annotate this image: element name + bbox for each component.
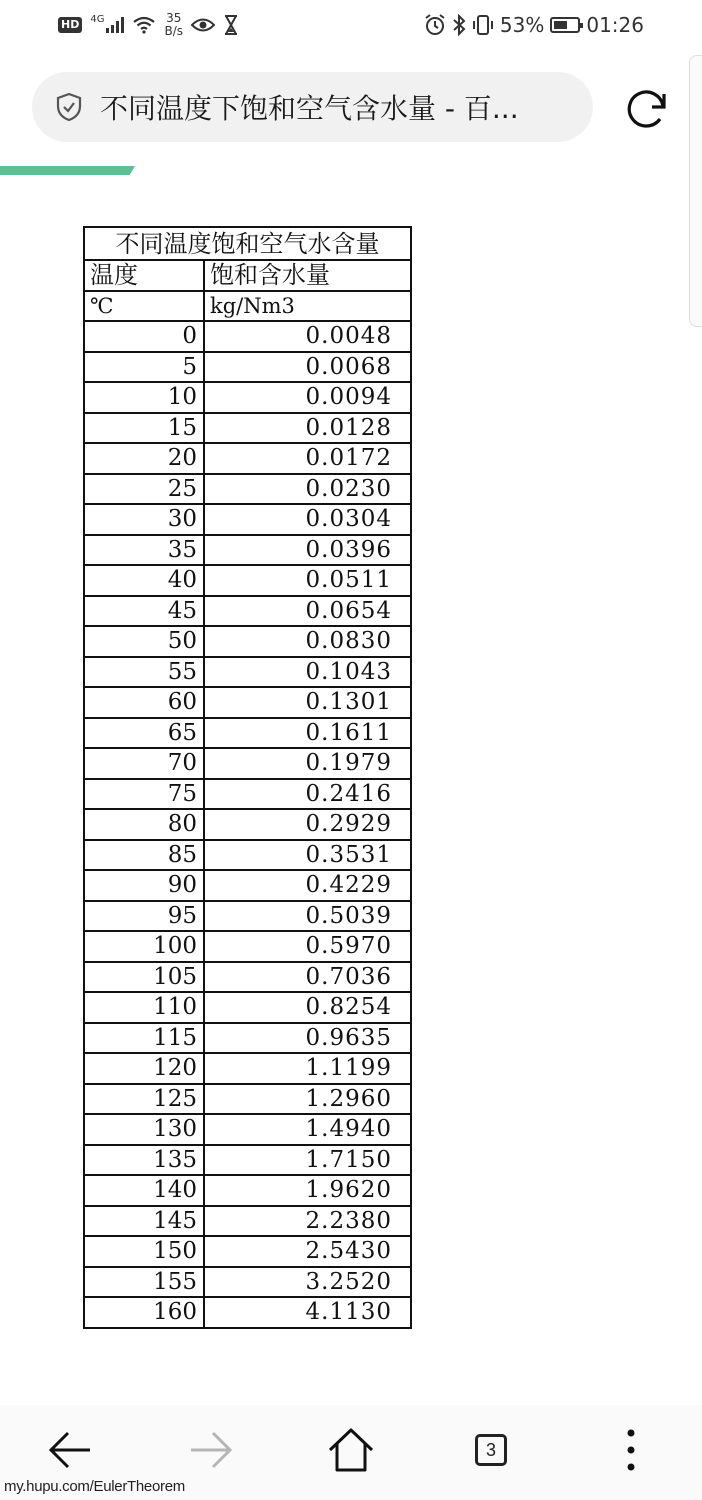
table-row bbox=[84, 992, 411, 1023]
water-content-cell: 3.2520 bbox=[204, 1267, 411, 1298]
water-content-cell: 4.1130 bbox=[204, 1297, 411, 1328]
temperature-cell: 5 bbox=[84, 352, 204, 383]
temperature-cell: 160 bbox=[84, 1297, 204, 1328]
battery-percent: 53% bbox=[499, 13, 545, 37]
table-row bbox=[84, 687, 411, 718]
table-row bbox=[84, 1297, 411, 1328]
temperature-cell: 50 bbox=[84, 626, 204, 657]
table-row bbox=[84, 1053, 411, 1084]
network-speed bbox=[164, 12, 183, 38]
menu-button[interactable] bbox=[606, 1425, 656, 1475]
temperature-cell: 45 bbox=[84, 596, 204, 627]
temperature-cell: 70 bbox=[84, 748, 204, 779]
water-content-cell: 2.5430 bbox=[204, 1236, 411, 1267]
clock: 01:26 bbox=[586, 13, 644, 37]
temperature-cell: 30 bbox=[84, 504, 204, 535]
temperature-cell: 75 bbox=[84, 779, 204, 810]
watermark-text: my.hupu.com/EulerTheorem bbox=[4, 1478, 185, 1495]
temperature-cell: 105 bbox=[84, 962, 204, 993]
water-content-cell: 0.2929 bbox=[204, 809, 411, 840]
temperature-cell: 110 bbox=[84, 992, 204, 1023]
temperature-unit: ℃ bbox=[84, 291, 204, 322]
water-content-cell: 2.2380 bbox=[204, 1206, 411, 1237]
temperature-cell: 0 bbox=[84, 321, 204, 352]
water-content-cell: 0.8254 bbox=[204, 992, 411, 1023]
speed-unit: B/s bbox=[164, 24, 183, 38]
water-content-header: 饱和含水量 bbox=[204, 260, 411, 291]
water-content-cell: 0.0511 bbox=[204, 565, 411, 596]
table-unit-row bbox=[84, 291, 411, 322]
temperature-cell: 120 bbox=[84, 1053, 204, 1084]
water-content-cell: 0.1301 bbox=[204, 687, 411, 718]
table-row bbox=[84, 1175, 411, 1206]
back-button[interactable] bbox=[45, 1425, 95, 1475]
home-icon[interactable] bbox=[327, 1427, 375, 1473]
reload-icon[interactable] bbox=[624, 86, 670, 132]
table-row bbox=[84, 382, 411, 413]
speed-value: 35 bbox=[166, 11, 182, 25]
temperature-cell: 130 bbox=[84, 1114, 204, 1145]
table-row bbox=[84, 596, 411, 627]
temperature-cell: 155 bbox=[84, 1267, 204, 1298]
table-title: 不同温度饱和空气水含量 bbox=[84, 227, 411, 260]
table-row bbox=[84, 931, 411, 962]
temperature-cell: 65 bbox=[84, 718, 204, 749]
hd-badge: HD bbox=[58, 17, 82, 33]
signal-icon bbox=[106, 17, 124, 33]
water-content-cell: 0.0830 bbox=[204, 626, 411, 657]
table-row bbox=[84, 535, 411, 566]
table-row bbox=[84, 901, 411, 932]
water-content-cell: 0.3531 bbox=[204, 840, 411, 871]
more-vertical-icon[interactable] bbox=[626, 1428, 636, 1472]
battery-icon bbox=[550, 17, 580, 33]
status-right-group bbox=[424, 13, 644, 37]
water-content-cell: 0.0230 bbox=[204, 474, 411, 505]
table-row bbox=[84, 321, 411, 352]
table-row bbox=[84, 565, 411, 596]
table-row bbox=[84, 962, 411, 993]
temperature-cell: 60 bbox=[84, 687, 204, 718]
water-content-cell: 0.9635 bbox=[204, 1023, 411, 1054]
table-row bbox=[84, 718, 411, 749]
page-load-progress bbox=[0, 166, 135, 175]
temperature-cell: 90 bbox=[84, 870, 204, 901]
table-row bbox=[84, 352, 411, 383]
water-content-cell: 0.1043 bbox=[204, 657, 411, 688]
water-content-cell: 0.1611 bbox=[204, 718, 411, 749]
water-content-cell: 0.0094 bbox=[204, 382, 411, 413]
temperature-cell: 80 bbox=[84, 809, 204, 840]
temperature-cell: 35 bbox=[84, 535, 204, 566]
arrow-right-icon[interactable] bbox=[189, 1430, 233, 1470]
vibrate-icon bbox=[472, 14, 494, 36]
temperature-cell: 115 bbox=[84, 1023, 204, 1054]
wifi-icon bbox=[132, 16, 156, 34]
water-content-cell: 0.1979 bbox=[204, 748, 411, 779]
water-content-cell: 0.0654 bbox=[204, 596, 411, 627]
water-content-cell: 1.7150 bbox=[204, 1145, 411, 1176]
water-content-cell: 0.0172 bbox=[204, 443, 411, 474]
table-row bbox=[84, 779, 411, 810]
status-left-group bbox=[58, 12, 239, 38]
temperature-cell: 15 bbox=[84, 413, 204, 444]
water-content-cell: 0.0304 bbox=[204, 504, 411, 535]
table-row bbox=[84, 870, 411, 901]
table-row bbox=[84, 474, 411, 505]
status-bar bbox=[0, 0, 702, 52]
table-row bbox=[84, 1145, 411, 1176]
table-row bbox=[84, 1267, 411, 1298]
eye-icon bbox=[191, 16, 215, 34]
table-row bbox=[84, 413, 411, 444]
temperature-cell: 125 bbox=[84, 1084, 204, 1115]
water-content-cell: 1.9620 bbox=[204, 1175, 411, 1206]
temperature-header: 温度 bbox=[84, 260, 204, 291]
table-row bbox=[84, 443, 411, 474]
temperature-cell: 140 bbox=[84, 1175, 204, 1206]
water-content-cell: 0.4229 bbox=[204, 870, 411, 901]
table-row bbox=[84, 809, 411, 840]
temperature-cell: 20 bbox=[84, 443, 204, 474]
water-content-cell: 0.0048 bbox=[204, 321, 411, 352]
temperature-cell: 85 bbox=[84, 840, 204, 871]
table-row bbox=[84, 1206, 411, 1237]
table-row bbox=[84, 1236, 411, 1267]
water-content-unit: kg/Nm3 bbox=[204, 291, 411, 322]
water-content-cell: 0.5039 bbox=[204, 901, 411, 932]
table-row bbox=[84, 1023, 411, 1054]
water-content-cell: 0.7036 bbox=[204, 962, 411, 993]
table-row bbox=[84, 1114, 411, 1145]
temperature-cell: 100 bbox=[84, 931, 204, 962]
table-row bbox=[84, 1084, 411, 1115]
table-row bbox=[84, 504, 411, 535]
saturation-table bbox=[83, 226, 412, 1329]
arrow-left-icon[interactable] bbox=[48, 1430, 92, 1470]
temperature-cell: 150 bbox=[84, 1236, 204, 1267]
temperature-cell: 145 bbox=[84, 1206, 204, 1237]
tabs-button[interactable] bbox=[466, 1425, 516, 1475]
home-button[interactable] bbox=[326, 1425, 376, 1475]
water-content-cell: 0.0068 bbox=[204, 352, 411, 383]
side-drawer-handle[interactable] bbox=[689, 55, 702, 327]
alarm-icon bbox=[424, 14, 446, 36]
temperature-cell: 25 bbox=[84, 474, 204, 505]
hourglass-icon bbox=[223, 15, 239, 35]
water-content-cell: 1.4940 bbox=[204, 1114, 411, 1145]
tab-count[interactable]: 3 bbox=[475, 1434, 507, 1466]
water-content-cell: 0.0396 bbox=[204, 535, 411, 566]
water-content-cell: 0.0128 bbox=[204, 413, 411, 444]
shield-check-icon[interactable] bbox=[56, 92, 82, 122]
water-content-cell: 0.5970 bbox=[204, 931, 411, 962]
network-type: 4G bbox=[90, 13, 105, 25]
water-content-cell: 1.2960 bbox=[204, 1084, 411, 1115]
table-header-row bbox=[84, 260, 411, 291]
forward-button[interactable] bbox=[186, 1425, 236, 1475]
table-row bbox=[84, 748, 411, 779]
temperature-cell: 135 bbox=[84, 1145, 204, 1176]
water-content-cell: 1.1199 bbox=[204, 1053, 411, 1084]
temperature-cell: 40 bbox=[84, 565, 204, 596]
table-row bbox=[84, 626, 411, 657]
table-row bbox=[84, 657, 411, 688]
table-title-row bbox=[84, 227, 411, 260]
page-title[interactable]: 不同温度下饱和空气含水量 - 百... bbox=[100, 92, 519, 125]
address-bar[interactable] bbox=[32, 72, 593, 142]
temperature-cell: 55 bbox=[84, 657, 204, 688]
temperature-cell: 10 bbox=[84, 382, 204, 413]
table-row bbox=[84, 840, 411, 871]
bluetooth-icon bbox=[452, 14, 466, 36]
water-content-cell: 0.2416 bbox=[204, 779, 411, 810]
temperature-cell: 95 bbox=[84, 901, 204, 932]
